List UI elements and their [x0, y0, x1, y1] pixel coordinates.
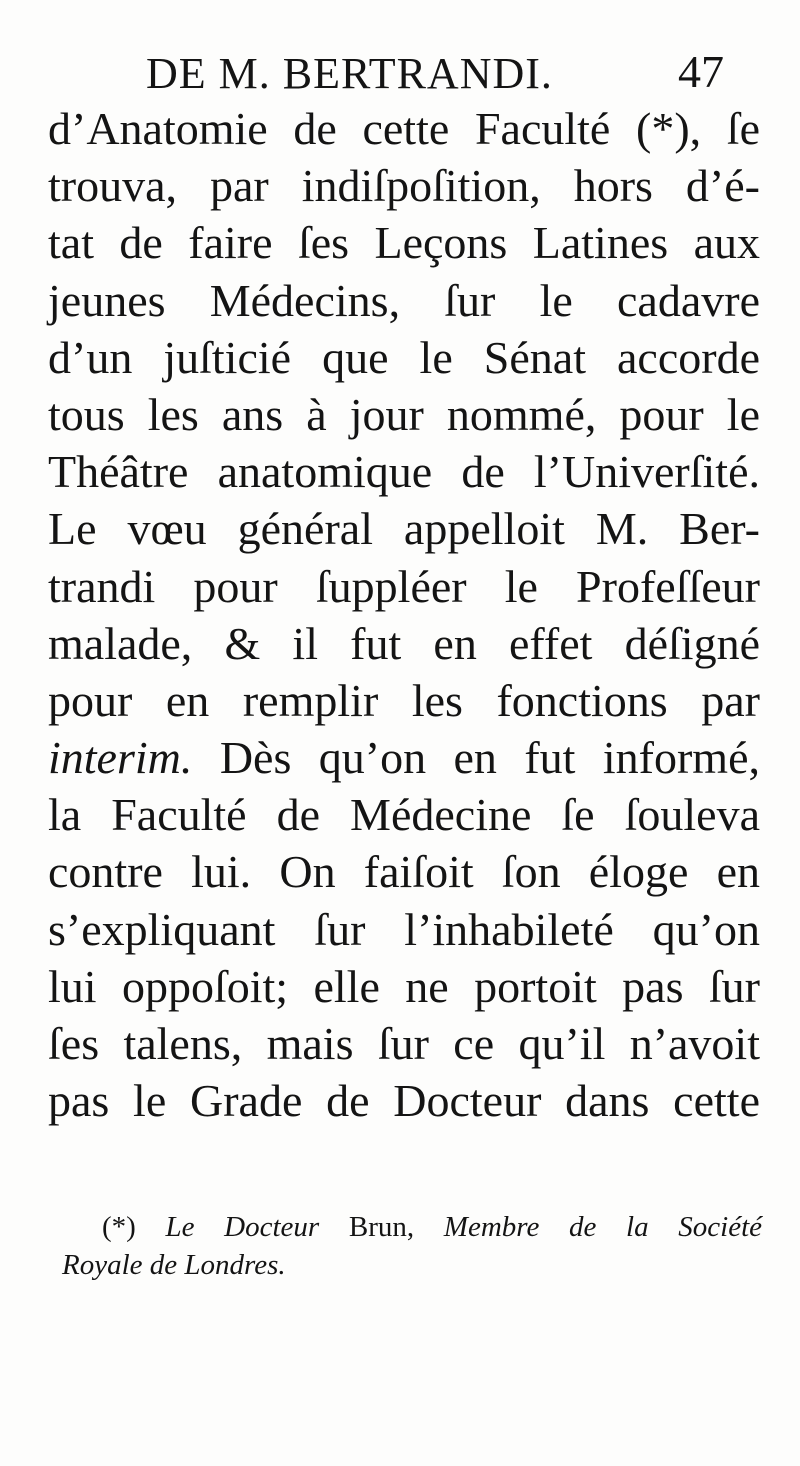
text-line: pas le Grade de Docteur dans cette	[48, 1075, 760, 1127]
footnote-italic: Royale de Londres.	[62, 1249, 286, 1281]
text-line: trandi pour ſuppléer le Profeſſeur	[48, 560, 760, 612]
footnote-line	[62, 1208, 762, 1246]
text-line: contre lui. On faiſoit ſon éloge en	[48, 846, 760, 898]
text-line: Théâtre anatomique de l’Univerſité.	[48, 446, 760, 498]
footnote-italic: Membre de la Société	[443, 1211, 763, 1243]
text-line: lui oppoſoit; elle ne portoit pas ſur	[48, 960, 760, 1012]
text-line-rest: Dès qu’on en fut informé,	[219, 732, 760, 784]
text-line: s’expliquant ſur l’inhabileté qu’on	[48, 903, 760, 955]
text-line: Le vœu général appelloit M. Ber-	[48, 503, 760, 555]
text-line-with-italic	[48, 729, 760, 786]
text-line: malade, & il fut en effet déſigné	[48, 617, 760, 669]
footnote-italic: Le Docteur	[165, 1211, 320, 1243]
italic-word: interim.	[48, 732, 193, 784]
page-number: 47	[678, 46, 724, 97]
text-line: d’Anatomie de cette Faculté (*), ſe	[48, 103, 760, 154]
text-line: jeunes Médecins, ſur le cadavre	[48, 274, 760, 326]
footnote	[62, 1208, 762, 1284]
running-head: DE M. BERTRANDI.	[146, 49, 553, 98]
text-line: pour en remplir les fonctions par	[48, 674, 760, 726]
page-header	[0, 40, 800, 100]
text-line: trouva, par indiſpoſition, hors d’é-	[48, 160, 760, 212]
text-line: ſes talens, mais ſur ce qu’il n’avoit	[48, 1018, 760, 1069]
footnote-marker: (*)	[102, 1211, 136, 1243]
footnote-name: Brun,	[348, 1211, 415, 1243]
text-line: tat de faire ſes Leçons Latines aux	[48, 217, 760, 269]
text-line: d’un juſticié que le Sénat accorde	[48, 331, 760, 383]
footnote-line	[62, 1246, 762, 1284]
body-text	[48, 100, 760, 1129]
text-line: tous les ans à jour nommé, pour le	[48, 388, 760, 440]
text-line: la Faculté de Médecine ſe ſouleva	[48, 789, 760, 841]
